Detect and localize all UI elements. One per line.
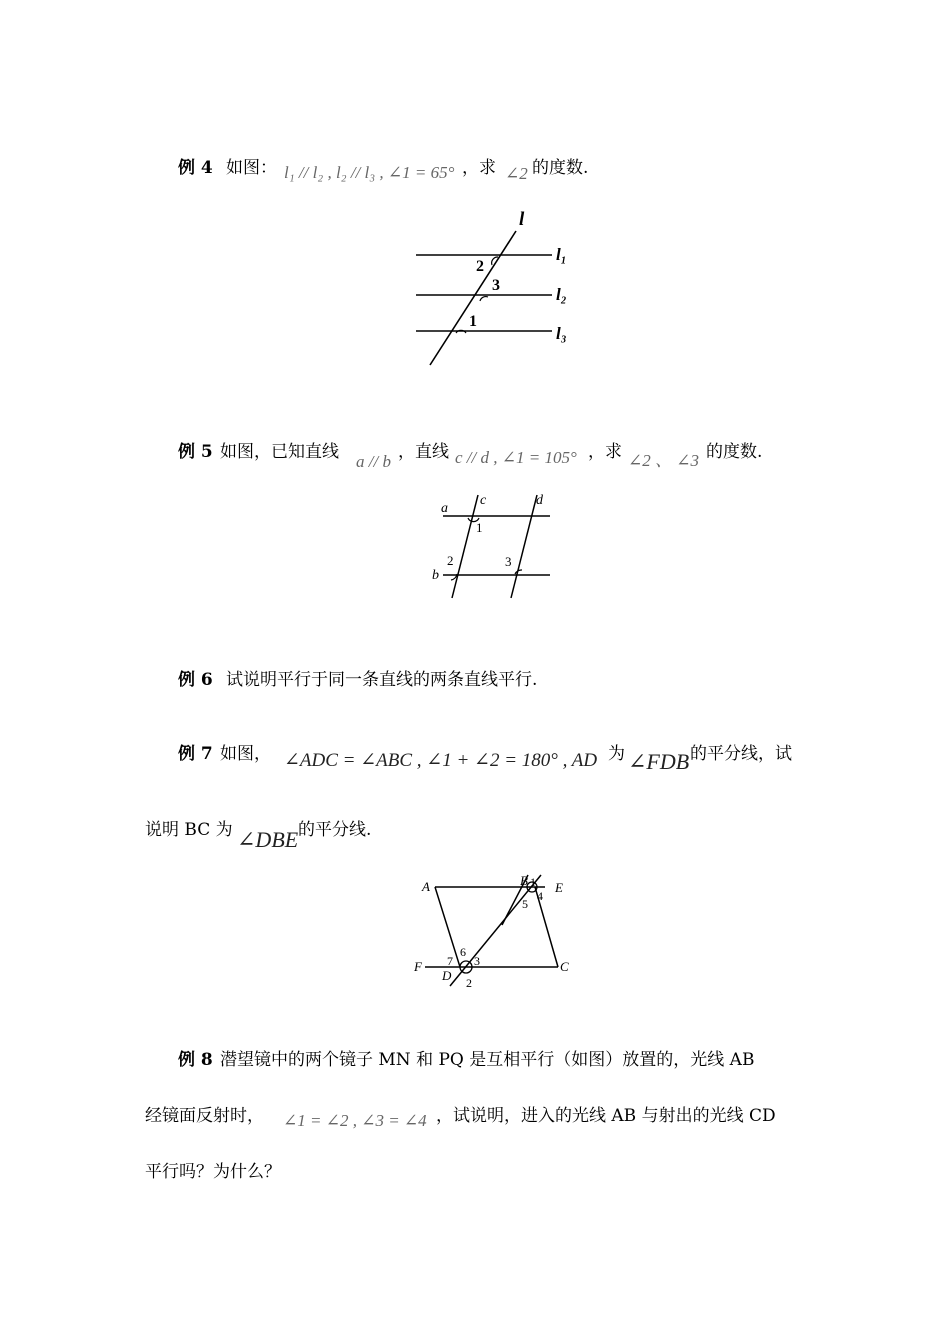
line-d-label: d	[536, 493, 543, 508]
angle-2-label: 2	[447, 553, 454, 568]
line-a-label: a	[441, 501, 448, 516]
example-5-text: 的度数.	[706, 442, 763, 462]
example-8-text: ，试说明，进入的光线 AB 与射出的光线 CD	[436, 1106, 776, 1126]
example-4-text: 如图：	[226, 158, 277, 178]
point-f-label: F	[414, 959, 422, 974]
line-b-label: b	[432, 568, 439, 583]
example-7-text: 说明 BC 为	[145, 820, 233, 840]
point-e-label: E	[555, 880, 563, 895]
figure-4	[400, 205, 590, 375]
example-8-text: 经镜面反射时，	[145, 1106, 264, 1126]
angle-4-label: 4	[537, 889, 543, 903]
example-5-formula: ∠2 、 ∠3	[628, 451, 699, 470]
example-4-formula: l₁ // l₂ , l₂ // l₃ , ∠1 = 65°	[284, 163, 455, 182]
example-4-text: ，求	[462, 158, 496, 178]
angle-7-label: 7	[447, 954, 453, 968]
example-7-label: 例 7	[178, 744, 213, 764]
example-7-formula: ∠DBE	[237, 827, 299, 852]
example-7-text: 如图，	[220, 744, 271, 764]
example-5-label: 例 5	[178, 442, 213, 462]
angle-1-label: 1	[476, 520, 483, 535]
point-c-label: C	[560, 959, 569, 974]
example-8-text: 平行吗？为什么？	[145, 1162, 281, 1182]
example-8-label: 例 8	[178, 1050, 213, 1070]
example-8-formula: ∠1 = ∠2 , ∠3 = ∠4	[283, 1111, 427, 1130]
point-a-label: A	[422, 879, 430, 894]
example-7-text: 为	[608, 744, 625, 764]
example-5-text: ，求	[588, 442, 622, 462]
line-l3-label: l₃	[556, 324, 567, 343]
angle-5-label: 5	[522, 897, 528, 911]
example-5-formula: a // b	[356, 452, 391, 471]
angle-3-label: 3	[492, 277, 500, 294]
angle-1-label: 1	[469, 313, 477, 330]
example-7-formula: ∠FDB	[628, 749, 690, 774]
point-b-label: B	[520, 873, 528, 888]
line-l1-label: l₁	[556, 245, 567, 264]
example-7-text: 的平分线，试	[690, 744, 792, 764]
point-d-label: D	[442, 968, 452, 983]
angle-2-label: 2	[476, 258, 484, 275]
example-8-text: 潜望镜中的两个镜子 MN 和 PQ 是互相平行（如图）放置的，光线 AB	[220, 1050, 755, 1070]
example-7-text: 的平分线.	[298, 820, 372, 840]
example-4-text: 的度数.	[532, 158, 589, 178]
example-4-label: 例 4	[178, 158, 213, 178]
angle-2-label: 2	[466, 976, 472, 990]
example-7-formula: ∠ADC = ∠ABC , ∠1 + ∠2 = 180° , AD	[284, 750, 598, 771]
angle-3-label: 3	[474, 954, 480, 968]
example-6-text: 试说明平行于同一条直线的两条直线平行.	[226, 670, 538, 690]
figure-5	[425, 490, 565, 605]
angle-1-label: 1	[530, 875, 536, 889]
line-l-label: l	[519, 209, 525, 230]
example-5-text: 如图，已知直线	[220, 442, 339, 462]
line-c-label: c	[480, 493, 487, 508]
figure-7	[410, 870, 580, 995]
example-5-text: ，直线	[398, 442, 449, 462]
line-l2-label: l₂	[556, 285, 567, 304]
example-5-formula: c // d , ∠1 = 105°	[455, 448, 577, 467]
example-6-label: 例 6	[178, 670, 213, 690]
angle-3-label: 3	[505, 554, 512, 569]
example-4-formula: ∠2	[505, 164, 528, 183]
angle-6-label: 6	[460, 945, 466, 959]
